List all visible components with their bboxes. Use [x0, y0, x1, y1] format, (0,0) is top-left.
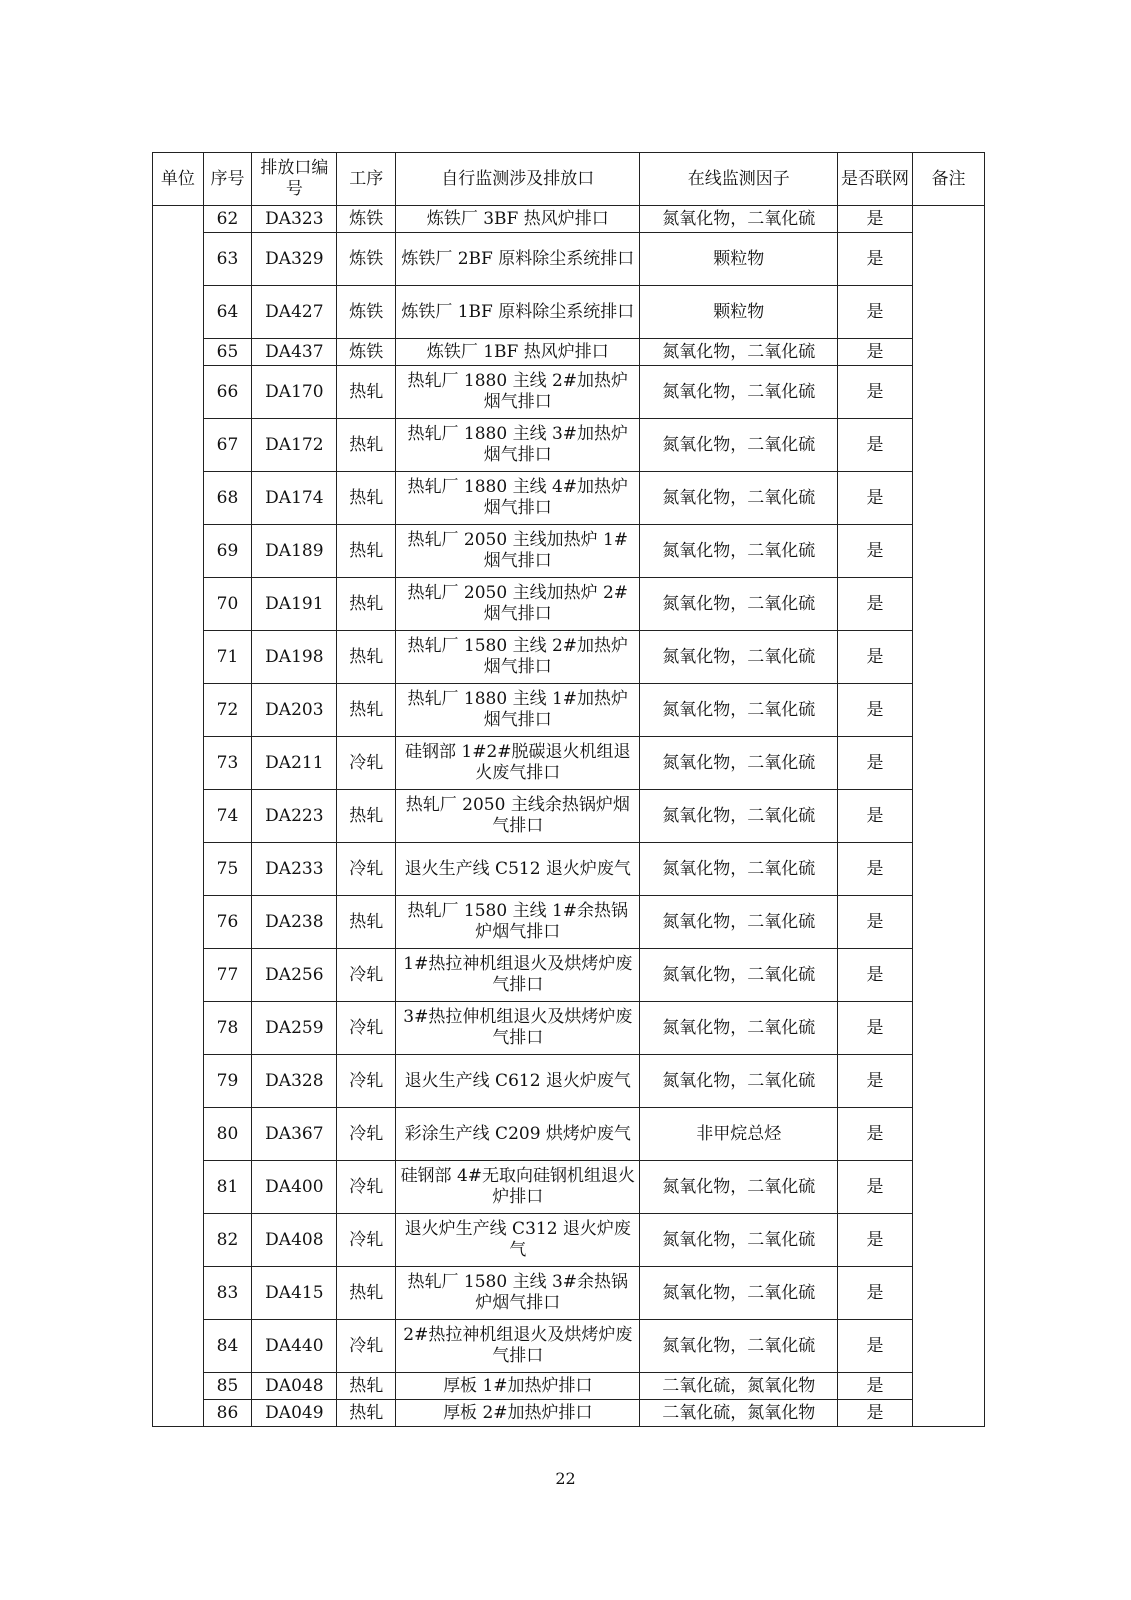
row-networked: 是 — [838, 737, 913, 790]
row-factor: 氮氧化物，二氧化硫 — [640, 684, 838, 737]
row-networked: 是 — [838, 949, 913, 1002]
row-outlet: 热轧厂 2050 主线加热炉 1#烟气排口 — [396, 525, 640, 578]
row-outlet: 1#热拉神机组退火及烘烤炉废气排口 — [396, 949, 640, 1002]
row-no: 85 — [203, 1373, 252, 1400]
row-networked: 是 — [838, 896, 913, 949]
row-factor: 氮氧化物，二氧化硫 — [640, 790, 838, 843]
row-outlet: 热轧厂 2050 主线加热炉 2#烟气排口 — [396, 578, 640, 631]
row-code: DA238 — [252, 896, 337, 949]
table-row — [153, 1400, 985, 1427]
row-outlet: 硅钢部 4#无取向硅钢机组退火炉排口 — [396, 1161, 640, 1214]
row-factor: 二氧化硫，氮氧化物 — [640, 1400, 838, 1427]
row-outlet: 炼铁厂 3BF 热风炉排口 — [396, 206, 640, 233]
row-no: 64 — [203, 286, 252, 339]
row-factor: 氮氧化物，二氧化硫 — [640, 578, 838, 631]
row-networked: 是 — [838, 1161, 913, 1214]
row-process: 炼铁 — [337, 233, 396, 286]
row-process: 热轧 — [337, 1373, 396, 1400]
row-networked: 是 — [838, 233, 913, 286]
row-no: 79 — [203, 1055, 252, 1108]
table-row — [153, 684, 985, 737]
row-no: 66 — [203, 366, 252, 419]
table-row — [153, 1214, 985, 1267]
row-factor: 氮氧化物，二氧化硫 — [640, 1267, 838, 1320]
table-row — [153, 1161, 985, 1214]
row-process: 冷轧 — [337, 1214, 396, 1267]
row-no: 76 — [203, 896, 252, 949]
row-code: DA233 — [252, 843, 337, 896]
table-row — [153, 790, 985, 843]
row-code: DA191 — [252, 578, 337, 631]
row-process: 热轧 — [337, 525, 396, 578]
row-networked: 是 — [838, 631, 913, 684]
header-factor: 在线监测因子 — [640, 153, 838, 206]
row-networked: 是 — [838, 1002, 913, 1055]
row-factor: 氮氧化物，二氧化硫 — [640, 737, 838, 790]
row-process: 热轧 — [337, 631, 396, 684]
table-row — [153, 1108, 985, 1161]
row-no: 84 — [203, 1320, 252, 1373]
row-code: DA367 — [252, 1108, 337, 1161]
table-row — [153, 1320, 985, 1373]
row-code: DA189 — [252, 525, 337, 578]
row-factor: 非甲烷总烃 — [640, 1108, 838, 1161]
row-factor: 氮氧化物，二氧化硫 — [640, 896, 838, 949]
table-row — [153, 1055, 985, 1108]
row-factor: 颗粒物 — [640, 286, 838, 339]
row-code: DA427 — [252, 286, 337, 339]
row-process: 冷轧 — [337, 737, 396, 790]
row-no: 71 — [203, 631, 252, 684]
row-networked: 是 — [838, 684, 913, 737]
row-outlet: 3#热拉伸机组退火及烘烤炉废气排口 — [396, 1002, 640, 1055]
row-no: 72 — [203, 684, 252, 737]
row-no: 73 — [203, 737, 252, 790]
row-no: 69 — [203, 525, 252, 578]
row-no: 75 — [203, 843, 252, 896]
row-no: 62 — [203, 206, 252, 233]
table-row — [153, 631, 985, 684]
header-no: 序号 — [203, 153, 252, 206]
row-process: 热轧 — [337, 419, 396, 472]
row-process: 热轧 — [337, 366, 396, 419]
row-process: 热轧 — [337, 1400, 396, 1427]
row-code: DA172 — [252, 419, 337, 472]
row-outlet: 热轧厂 1580 主线 2#加热炉烟气排口 — [396, 631, 640, 684]
row-no: 80 — [203, 1108, 252, 1161]
row-networked: 是 — [838, 472, 913, 525]
row-process: 炼铁 — [337, 206, 396, 233]
row-networked: 是 — [838, 1320, 913, 1373]
table-row — [153, 339, 985, 366]
row-process: 炼铁 — [337, 286, 396, 339]
row-outlet: 厚板 1#加热炉排口 — [396, 1373, 640, 1400]
row-process: 炼铁 — [337, 339, 396, 366]
table-row — [153, 286, 985, 339]
row-outlet: 硅钢部 1#2#脱碳退火机组退火废气排口 — [396, 737, 640, 790]
row-outlet: 炼铁厂 1BF 热风炉排口 — [396, 339, 640, 366]
row-outlet: 退火生产线 C512 退火炉废气 — [396, 843, 640, 896]
row-code: DA048 — [252, 1373, 337, 1400]
row-networked: 是 — [838, 1373, 913, 1400]
row-outlet: 厚板 2#加热炉排口 — [396, 1400, 640, 1427]
row-no: 77 — [203, 949, 252, 1002]
row-no: 86 — [203, 1400, 252, 1427]
row-no: 65 — [203, 339, 252, 366]
header-code: 排放口编号 — [252, 153, 337, 206]
row-process: 冷轧 — [337, 1320, 396, 1373]
table-row — [153, 233, 985, 286]
row-process: 热轧 — [337, 472, 396, 525]
header-unit: 单位 — [153, 153, 204, 206]
table-row — [153, 1373, 985, 1400]
header-row — [153, 153, 985, 206]
row-factor: 二氧化硫，氮氧化物 — [640, 1373, 838, 1400]
row-code: DA408 — [252, 1214, 337, 1267]
row-code: DA440 — [252, 1320, 337, 1373]
table-row — [153, 525, 985, 578]
row-networked: 是 — [838, 339, 913, 366]
row-outlet: 炼铁厂 2BF 原料除尘系统排口 — [396, 233, 640, 286]
row-no: 67 — [203, 419, 252, 472]
table-row — [153, 737, 985, 790]
row-no: 70 — [203, 578, 252, 631]
row-outlet: 彩涂生产线 C209 烘烤炉废气 — [396, 1108, 640, 1161]
row-factor: 氮氧化物，二氧化硫 — [640, 419, 838, 472]
row-factor: 氮氧化物，二氧化硫 — [640, 366, 838, 419]
row-networked: 是 — [838, 419, 913, 472]
row-networked: 是 — [838, 206, 913, 233]
table-row — [153, 419, 985, 472]
row-outlet: 热轧厂 1880 主线 4#加热炉烟气排口 — [396, 472, 640, 525]
table-row — [153, 578, 985, 631]
row-code: DA198 — [252, 631, 337, 684]
row-factor: 氮氧化物，二氧化硫 — [640, 339, 838, 366]
row-factor: 氮氧化物，二氧化硫 — [640, 1055, 838, 1108]
row-process: 冷轧 — [337, 1002, 396, 1055]
row-outlet: 退火生产线 C612 退火炉废气 — [396, 1055, 640, 1108]
page-number: 22 — [555, 1469, 576, 1488]
row-outlet: 炼铁厂 1BF 原料除尘系统排口 — [396, 286, 640, 339]
row-networked: 是 — [838, 1214, 913, 1267]
row-factor: 氮氧化物，二氧化硫 — [640, 206, 838, 233]
row-no: 82 — [203, 1214, 252, 1267]
row-code: DA211 — [252, 737, 337, 790]
row-code: DA415 — [252, 1267, 337, 1320]
row-process: 热轧 — [337, 578, 396, 631]
row-outlet: 热轧厂 2050 主线余热锅炉烟气排口 — [396, 790, 640, 843]
row-no: 81 — [203, 1161, 252, 1214]
row-outlet: 热轧厂 1580 主线 1#余热锅炉烟气排口 — [396, 896, 640, 949]
row-factor: 氮氧化物，二氧化硫 — [640, 472, 838, 525]
row-code: DA049 — [252, 1400, 337, 1427]
row-factor: 氮氧化物，二氧化硫 — [640, 1214, 838, 1267]
row-factor: 颗粒物 — [640, 233, 838, 286]
row-networked: 是 — [838, 1400, 913, 1427]
header-remark: 备注 — [913, 153, 985, 206]
row-process: 热轧 — [337, 684, 396, 737]
row-code: DA400 — [252, 1161, 337, 1214]
row-networked: 是 — [838, 525, 913, 578]
row-no: 83 — [203, 1267, 252, 1320]
table-row — [153, 1002, 985, 1055]
table-row — [153, 472, 985, 525]
row-factor: 氮氧化物，二氧化硫 — [640, 843, 838, 896]
row-process: 热轧 — [337, 896, 396, 949]
row-outlet: 热轧厂 1580 主线 3#余热锅炉烟气排口 — [396, 1267, 640, 1320]
row-outlet: 2#热拉神机组退火及烘烤炉废气排口 — [396, 1320, 640, 1373]
row-networked: 是 — [838, 790, 913, 843]
row-code: DA203 — [252, 684, 337, 737]
row-factor: 氮氧化物，二氧化硫 — [640, 1320, 838, 1373]
table-row — [153, 206, 985, 233]
row-code: DA437 — [252, 339, 337, 366]
row-outlet: 退火炉生产线 C312 退火炉废气 — [396, 1214, 640, 1267]
unit-cell — [153, 206, 204, 1427]
row-outlet: 热轧厂 1880 主线 2#加热炉烟气排口 — [396, 366, 640, 419]
row-process: 冷轧 — [337, 1055, 396, 1108]
row-networked: 是 — [838, 578, 913, 631]
table-row — [153, 843, 985, 896]
row-code: DA328 — [252, 1055, 337, 1108]
row-process: 冷轧 — [337, 843, 396, 896]
row-code: DA170 — [252, 366, 337, 419]
row-factor: 氮氧化物，二氧化硫 — [640, 631, 838, 684]
row-outlet: 热轧厂 1880 主线 3#加热炉烟气排口 — [396, 419, 640, 472]
row-process: 冷轧 — [337, 1161, 396, 1214]
row-outlet: 热轧厂 1880 主线 1#加热炉烟气排口 — [396, 684, 640, 737]
row-process: 热轧 — [337, 790, 396, 843]
row-code: DA174 — [252, 472, 337, 525]
table-row — [153, 949, 985, 1002]
row-no: 78 — [203, 1002, 252, 1055]
row-code: DA223 — [252, 790, 337, 843]
row-networked: 是 — [838, 1055, 913, 1108]
row-networked: 是 — [838, 1108, 913, 1161]
row-networked: 是 — [838, 843, 913, 896]
table-row — [153, 366, 985, 419]
row-no: 63 — [203, 233, 252, 286]
header-process: 工序 — [337, 153, 396, 206]
row-networked: 是 — [838, 366, 913, 419]
row-factor: 氮氧化物，二氧化硫 — [640, 1161, 838, 1214]
row-networked: 是 — [838, 286, 913, 339]
row-factor: 氮氧化物，二氧化硫 — [640, 1002, 838, 1055]
row-process: 热轧 — [337, 1267, 396, 1320]
remark-cell — [913, 206, 985, 1427]
row-factor: 氮氧化物，二氧化硫 — [640, 525, 838, 578]
header-outlet: 自行监测涉及排放口 — [396, 153, 640, 206]
table-row — [153, 896, 985, 949]
monitoring-table — [152, 152, 985, 1427]
row-code: DA323 — [252, 206, 337, 233]
row-code: DA329 — [252, 233, 337, 286]
row-factor: 氮氧化物，二氧化硫 — [640, 949, 838, 1002]
header-networked: 是否联网 — [838, 153, 913, 206]
row-no: 68 — [203, 472, 252, 525]
row-process: 冷轧 — [337, 949, 396, 1002]
row-code: DA259 — [252, 1002, 337, 1055]
row-process: 冷轧 — [337, 1108, 396, 1161]
row-code: DA256 — [252, 949, 337, 1002]
row-no: 74 — [203, 790, 252, 843]
row-networked: 是 — [838, 1267, 913, 1320]
table-row — [153, 1267, 985, 1320]
